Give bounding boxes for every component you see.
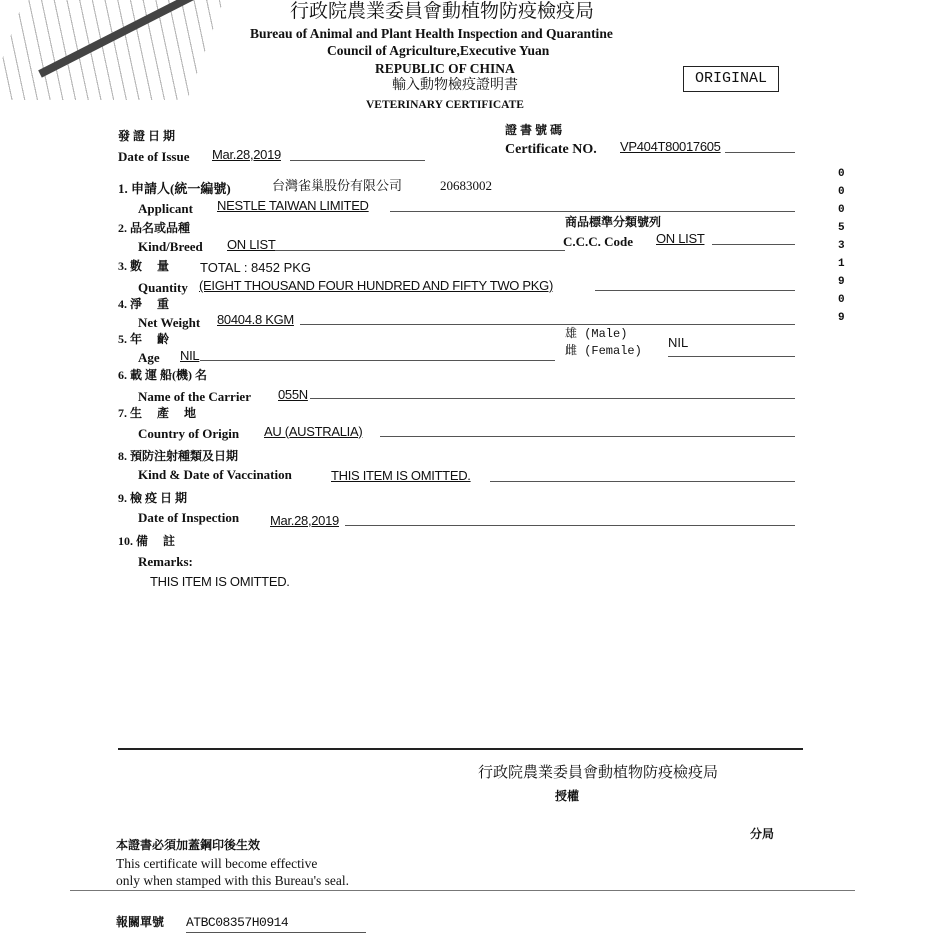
origin-label: Country of Origin [138,426,240,441]
customs-number-value: ATBC08357H0914 [186,915,289,930]
ccc-code-value: ON LIST [656,231,705,246]
inspection-date-label-zh: 9. 檢 疫 日 期 [118,491,188,505]
age-value: NIL [180,348,200,363]
document-title-en: VETERINARY CERTIFICATE [366,99,524,111]
council-name: Council of Agriculture,Executive Yuan [327,43,550,58]
quantity-total: TOTAL : 8452 PKG [200,260,312,275]
seal-notice-zh: 本證書必須加蓋鋼印後生效 [116,838,261,852]
applicant-label-zh: 1. 申請人(統一編號) [118,181,231,196]
country-name: REPUBLIC OF CHINA [375,61,515,76]
applicant-label: Applicant [138,201,193,216]
customs-number-label-zh: 報關單號 [116,915,165,929]
certificate-no-label-zh: 證 書 號 碼 [505,123,563,137]
net-weight-label: Net Weight [138,315,201,330]
applicant-name-zh: 台灣雀巢股份有限公司 [272,178,403,193]
corner-stamp-artifact [0,0,290,130]
side-serial-number: 000531909 [838,168,845,324]
footer-agency-zh: 行政院農業委員會動植物防疫檢疫局 [478,765,719,781]
net-weight-label-zh: 4. 淨 重 [118,297,170,311]
remarks-label-zh: 10. 備 註 [118,534,176,548]
vaccination-label: Kind & Date of Vaccination [138,467,292,482]
vaccination-value: THIS ITEM IS OMITTED. [331,468,471,483]
inspection-date-value: Mar.28,2019 [270,513,339,528]
certificate-no-value: VP404T80017605 [620,139,721,154]
quantity-label: Quantity [138,280,188,295]
agency-name-en: Bureau of Animal and Plant Health Inspection and Quarantine [250,26,613,41]
applicant-id: 20683002 [440,178,492,193]
age-label-zh: 5. 年 齡 [118,332,170,346]
quantity-value: (EIGHT THOUSAND FOUR HUNDRED AND FIFTY TWO PKG) [199,278,554,293]
quantity-label-zh: 3. 數 量 [118,259,170,273]
ccc-code-label: C.C.C. Code [563,234,634,249]
vaccination-label-zh: 8. 預防注射種類及日期 [118,449,239,463]
female-label: 雌 (Female) [565,344,642,358]
applicant-value: NESTLE TAIWAN LIMITED [217,198,369,213]
carrier-label: Name of the Carrier [138,389,251,404]
age-label: Age [138,350,160,365]
date-of-issue-label-zh: 發 證 日 期 [118,129,176,143]
authorized-label-zh: 授權 [555,789,580,803]
male-label: 雄 (Male) [565,327,628,341]
document-title-zh: 輸入動物檢疫證明書 [392,78,518,93]
date-of-issue-value: Mar.28,2019 [212,147,281,162]
date-of-issue-label: Date of Issue [118,149,190,164]
remarks-label: Remarks: [138,554,193,569]
remarks-value: THIS ITEM IS OMITTED. [150,574,290,589]
carrier-value: 055N [278,387,308,402]
original-stamp: ORIGINAL [683,66,779,92]
kind-label-zh: 2. 品名或品種 [118,221,191,235]
agency-name-zh: 行政院農業委員會動植物防疫檢疫局 [290,1,595,22]
branch-label-zh: 分局 [750,827,775,841]
net-weight-value: 80404.8 KGM [217,312,294,327]
kind-label: Kind/Breed [138,239,203,254]
seal-notice-en-2: only when stamped with this Bureau's seal. [116,873,350,888]
certificate-no-label: Certificate NO. [505,142,597,157]
ccc-code-label-zh: 商品標準分類號列 [565,215,662,229]
inspection-date-label: Date of Inspection [138,510,240,525]
sex-value: NIL [668,335,689,350]
origin-label-zh: 7. 生 產 地 [118,406,197,420]
carrier-label-zh: 6. 載 運 船(機) 名 [118,368,207,382]
origin-value: AU (AUSTRALIA) [264,424,363,439]
seal-notice-en-1: This certificate will become effective [116,856,318,871]
kind-value: ON LIST [227,237,276,252]
